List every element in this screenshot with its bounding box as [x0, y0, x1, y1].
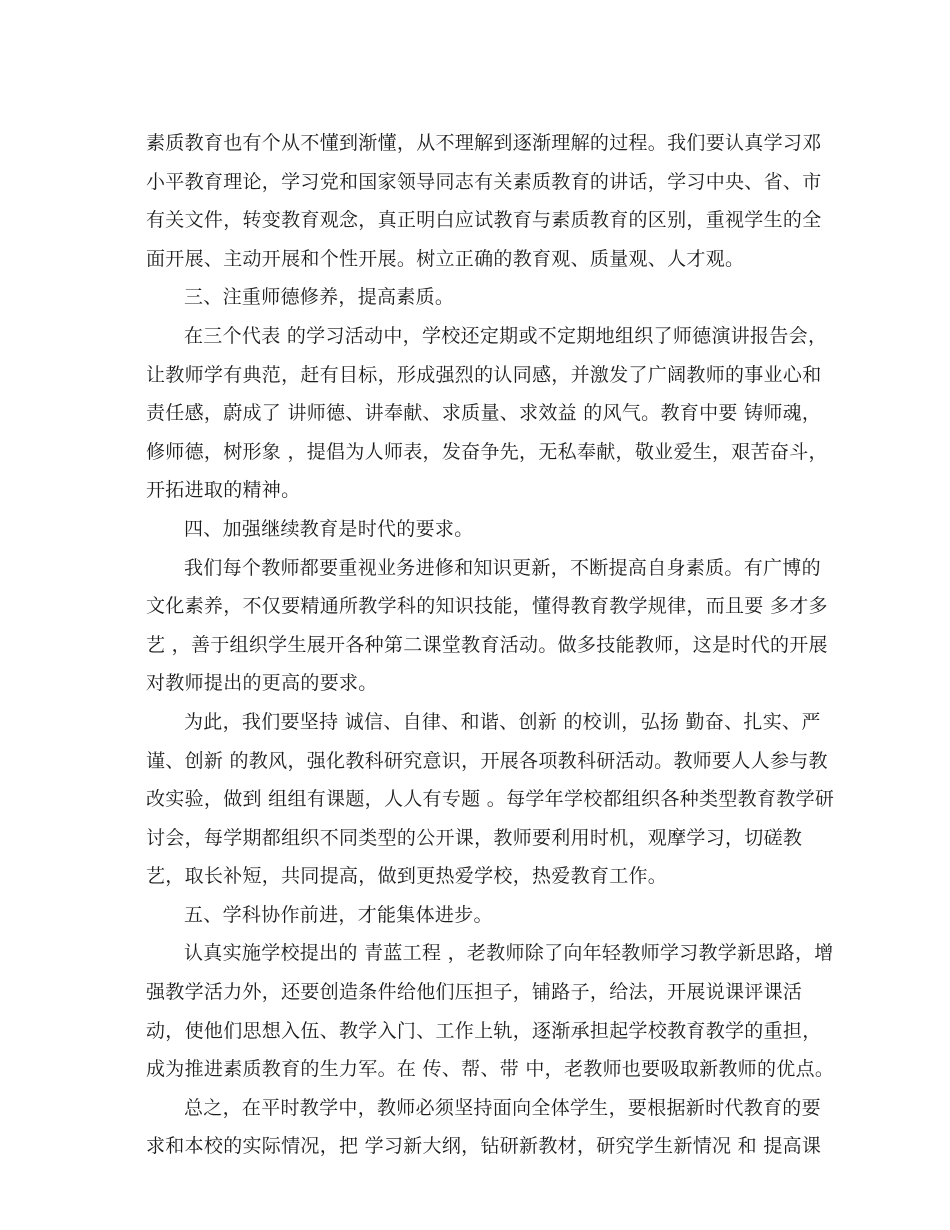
text-line: 动，使他们思想入伍、教学入门、工作上轨，逐渐承担起学校教育教学的重担， [146, 1019, 822, 1042]
text-line: 认真实施学校提出的 青蓝工程 ，老教师除了向年轻教师学习教学新思路，增 [184, 942, 834, 965]
text-line: 有关文件，转变教育观念，真正明白应试教育与素质教育的区别，重视学生的全 [146, 209, 822, 232]
text-line: 求和本校的实际情况，把 学习新大纲，钻研新教材，研究学生新情况 和 提高课 [146, 1135, 822, 1158]
text-line: 文化素养，不仅要精通所教学科的知识技能，懂得教育教学规律，而且要 多才多 [146, 595, 828, 618]
text-line: 总之，在平时教学中，教师必须坚持面向全体学生，要根据新时代教育的要 [184, 1096, 821, 1119]
text-line: 面开展、主动开展和个性开展。树立正确的教育观、质量观、人才观。 [146, 247, 745, 270]
text-line: 五、学科协作前进，才能集体进步。 [184, 903, 493, 926]
text-line: 四、加强继续教育是时代的要求。 [184, 517, 474, 540]
text-line: 在三个代表 的学习活动中，学校还定期或不定期地组织了师德演讲报告会， [184, 324, 828, 347]
text-line: 三、注重师德修养，提高素质。 [184, 286, 455, 309]
text-line: 讨会，每学期都组织不同类型的公开课，教师要利用时机，观摩学习，切磋教 [146, 826, 803, 849]
text-line: 改实验，做到 组组有课题，人人有专题 。每学年学校都组织各种类型教育教学研 [146, 788, 835, 811]
text-line: 艺 ，善于组织学生展开各种第二课堂教育活动。做多技能教师，这是时代的开展 [146, 633, 828, 656]
text-line: 让教师学有典范，赶有目标，形成强烈的认同感，并激发了广阔教师的事业心和 [146, 363, 822, 386]
text-line: 艺，取长补短，共同提高，做到更热爱学校，热爱教育工作。 [146, 865, 668, 888]
text-line: 谨、创新 的教风，强化教科研究意识，开展各项教科研活动。教师要人人参与教 [146, 749, 828, 772]
text-line: 修师德，树形象 ，提倡为人师表，发奋争先，无私奉献，敬业爱生，艰苦奋斗， [146, 440, 828, 463]
text-line: 强教学活力外，还要创造条件给他们压担子，铺路子，给法，开展说课评课活 [146, 981, 803, 1004]
text-line: 我们每个教师都要重视业务进修和知识更新，不断提高自身素质。有广博的 [184, 556, 821, 579]
text-line: 成为推进素质教育的生力军。在 传、帮、带 中，老教师也要吸取新教师的优点。 [146, 1058, 835, 1081]
text-line: 为此，我们要坚持 诚信、自律、和谐、创新 的校训，弘扬 勤奋、扎实、严 [184, 710, 821, 733]
text-line: 素质教育也有个从不懂到渐懂，从不理解到逐渐理解的过程。我们要认真学习邓 [146, 132, 822, 154]
text-line: 小平教育理论，学习党和国家领导同志有关素质教育的讲话，学习中央、省、市 [146, 170, 822, 193]
text-line: 开拓进取的精神。 [146, 479, 301, 502]
document-body [146, 124, 835, 1166]
text-line: 责任感，蔚成了 讲师德、讲奉献、求质量、求效益 的风气。教育中要 铸师魂， [146, 402, 822, 425]
text-line: 对教师提出的更高的要求。 [146, 672, 378, 695]
